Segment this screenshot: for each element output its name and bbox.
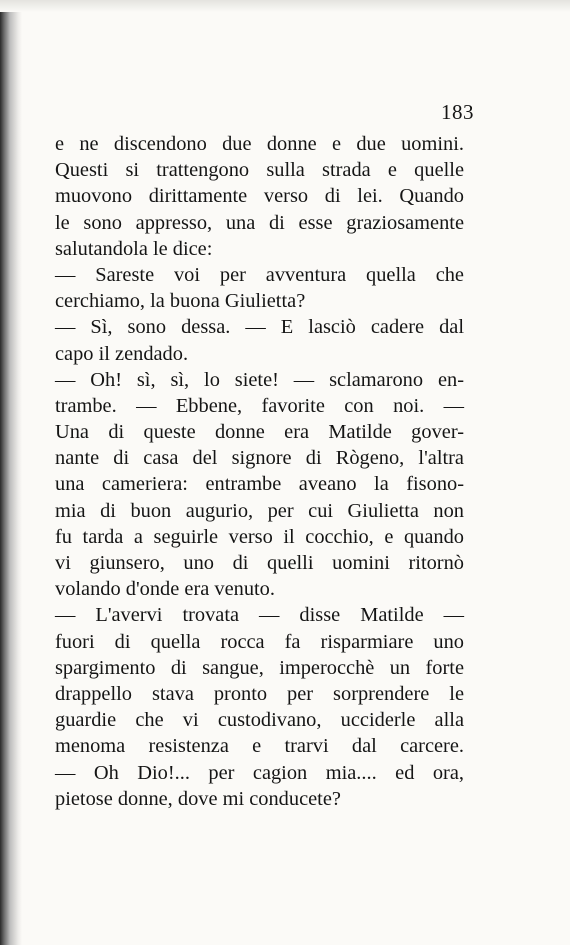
text-line: nante di casa del signore di Rògeno, l'altra bbox=[55, 447, 464, 470]
text-line: mia di buon augurio, per cui Giulietta non bbox=[55, 499, 464, 522]
page-binding-shadow bbox=[0, 0, 22, 945]
text-line: guardie che vi custodivano, ucciderle alla bbox=[55, 709, 464, 732]
text-line: e ne discendono due donne e due uomini. bbox=[55, 133, 464, 155]
text-line: muovono dirittamente verso di lei. Quando bbox=[55, 185, 464, 208]
text-line: pietose donne, dove mi conducete? bbox=[55, 787, 341, 810]
text-line: — L'avervi trovata — disse Matilde — bbox=[55, 604, 464, 627]
page-top-edge bbox=[0, 0, 570, 12]
body-text bbox=[55, 131, 464, 812]
page-number: 183 bbox=[441, 100, 474, 124]
text-line: spargimento di sangue, imperocchè un forte bbox=[55, 656, 464, 679]
text-line: trambe. — Ebbene, favorite con noi. — bbox=[55, 394, 464, 417]
text-line: drappello stava pronto per sorprendere le bbox=[55, 682, 464, 705]
text-line: — Oh! sì, sì, lo siete! — sclamarono en- bbox=[55, 368, 464, 391]
text-line: salutandola le dice: bbox=[55, 237, 213, 260]
text-line: — Sì, sono dessa. — E lasciò cadere dal bbox=[55, 316, 464, 339]
text-line: — Sareste voi per avventura quella che bbox=[55, 263, 464, 286]
text-line: — Oh Dio!... per cagion mia.... ed ora, bbox=[55, 761, 464, 784]
text-line: fu tarda a seguirle verso il cocchio, e quando bbox=[55, 525, 464, 548]
text-line: vi giunsero, uno di quelli uomini ritornò bbox=[55, 552, 464, 574]
text-line: capo il zendado. bbox=[55, 342, 189, 365]
text-line: cerchiamo, la buona Giulietta? bbox=[55, 290, 306, 313]
text-line: Una di queste donne era Matilde gover- bbox=[55, 421, 464, 444]
text-line: menoma resistenza e trarvi dal carcere. bbox=[55, 735, 464, 758]
text-line: una cameriera: entrambe aveano la fisono- bbox=[55, 473, 464, 496]
text-line: fuori di quella rocca fa risparmiare uno bbox=[55, 630, 464, 653]
text-line: Questi si trattengono sulla strada e quelle bbox=[55, 159, 464, 182]
text-line: le sono appresso, una di esse graziosamente bbox=[55, 211, 464, 234]
text-line: volando d'onde era venuto. bbox=[55, 578, 275, 601]
